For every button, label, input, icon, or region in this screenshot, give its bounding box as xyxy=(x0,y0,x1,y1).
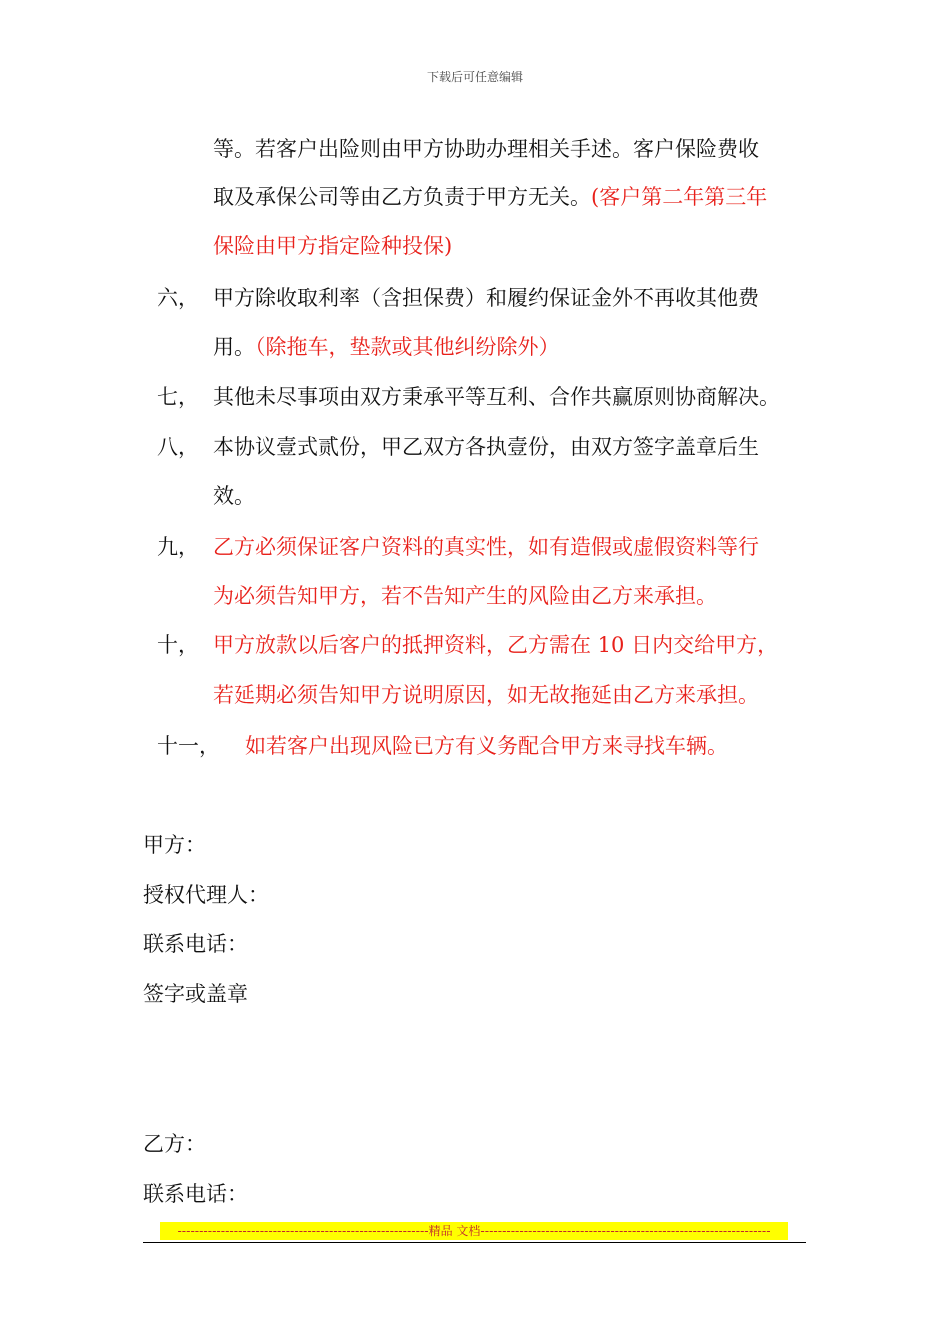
clause10-line1: 甲方放款以后客户的抵押资料，乙方需在 10 日内交给甲方， xyxy=(213,633,779,657)
party-a-agent: 授权代理人： xyxy=(143,883,269,907)
party-a-phone: 联系电话： xyxy=(143,932,248,956)
clause6-line1: 甲方除收取利率（含担保费）和履约保证金外不再收其他费 xyxy=(213,286,759,310)
party-b-label: 乙方： xyxy=(143,1132,206,1156)
clause9-line2: 为必须告知甲方，若不告知产生的风险由乙方来承担。 xyxy=(213,584,717,608)
party-a-label: 甲方： xyxy=(143,833,206,857)
clause6-line2 xyxy=(213,332,560,362)
clause10-number: 十， xyxy=(157,633,199,657)
clause7-line1: 其他未尽事项由双方秉承平等互利、合作共赢原则协商解决。 xyxy=(213,385,780,409)
clause6-line2-black: 用。 xyxy=(213,335,255,359)
clause5-line2-black: 取及承保公司等由乙方负责于甲方无关。 xyxy=(213,185,591,209)
clause5-line3: 保险由甲方指定险种投保) xyxy=(213,234,453,258)
clause11-line1: 如若客户出现风险已方有义务配合甲方来寻找车辆。 xyxy=(245,734,728,758)
party-a-sign: 签字或盖章 xyxy=(143,982,248,1006)
clause5-line2-red: (客户第二年第三年 xyxy=(591,185,768,209)
footer-highlight-bar: ----------------------------------------------------------精品 文档------------------------------------------------------------------- xyxy=(160,1222,788,1240)
header-note: 下载后可任意编辑 xyxy=(426,70,523,84)
party-b-phone: 联系电话： xyxy=(143,1182,248,1206)
clause8-number: 八， xyxy=(157,435,199,459)
clause8-line2: 效。 xyxy=(213,484,255,508)
footer-rule xyxy=(143,1242,806,1243)
clause10-line2: 若延期必须告知甲方说明原因，如无故拖延由乙方来承担。 xyxy=(213,683,759,707)
clause11-number: 十一， xyxy=(157,734,220,758)
clause9-line1: 乙方必须保证客户资料的真实性，如有造假或虚假资料等行 xyxy=(213,535,759,559)
clause7-number: 七， xyxy=(157,385,199,409)
clause8-line1: 本协议壹式贰份，甲乙双方各执壹份，由双方签字盖章后生 xyxy=(213,435,759,459)
clause6-number: 六， xyxy=(157,286,199,310)
clause5-line1: 等。若客户出险则由甲方协助办理相关手述。客户保险费收 xyxy=(213,137,759,161)
clause9-number: 九， xyxy=(157,535,199,559)
clause6-line2-red: （除拖车，垫款或其他纠纷除外） xyxy=(255,335,560,359)
clause5-line2 xyxy=(213,182,767,212)
